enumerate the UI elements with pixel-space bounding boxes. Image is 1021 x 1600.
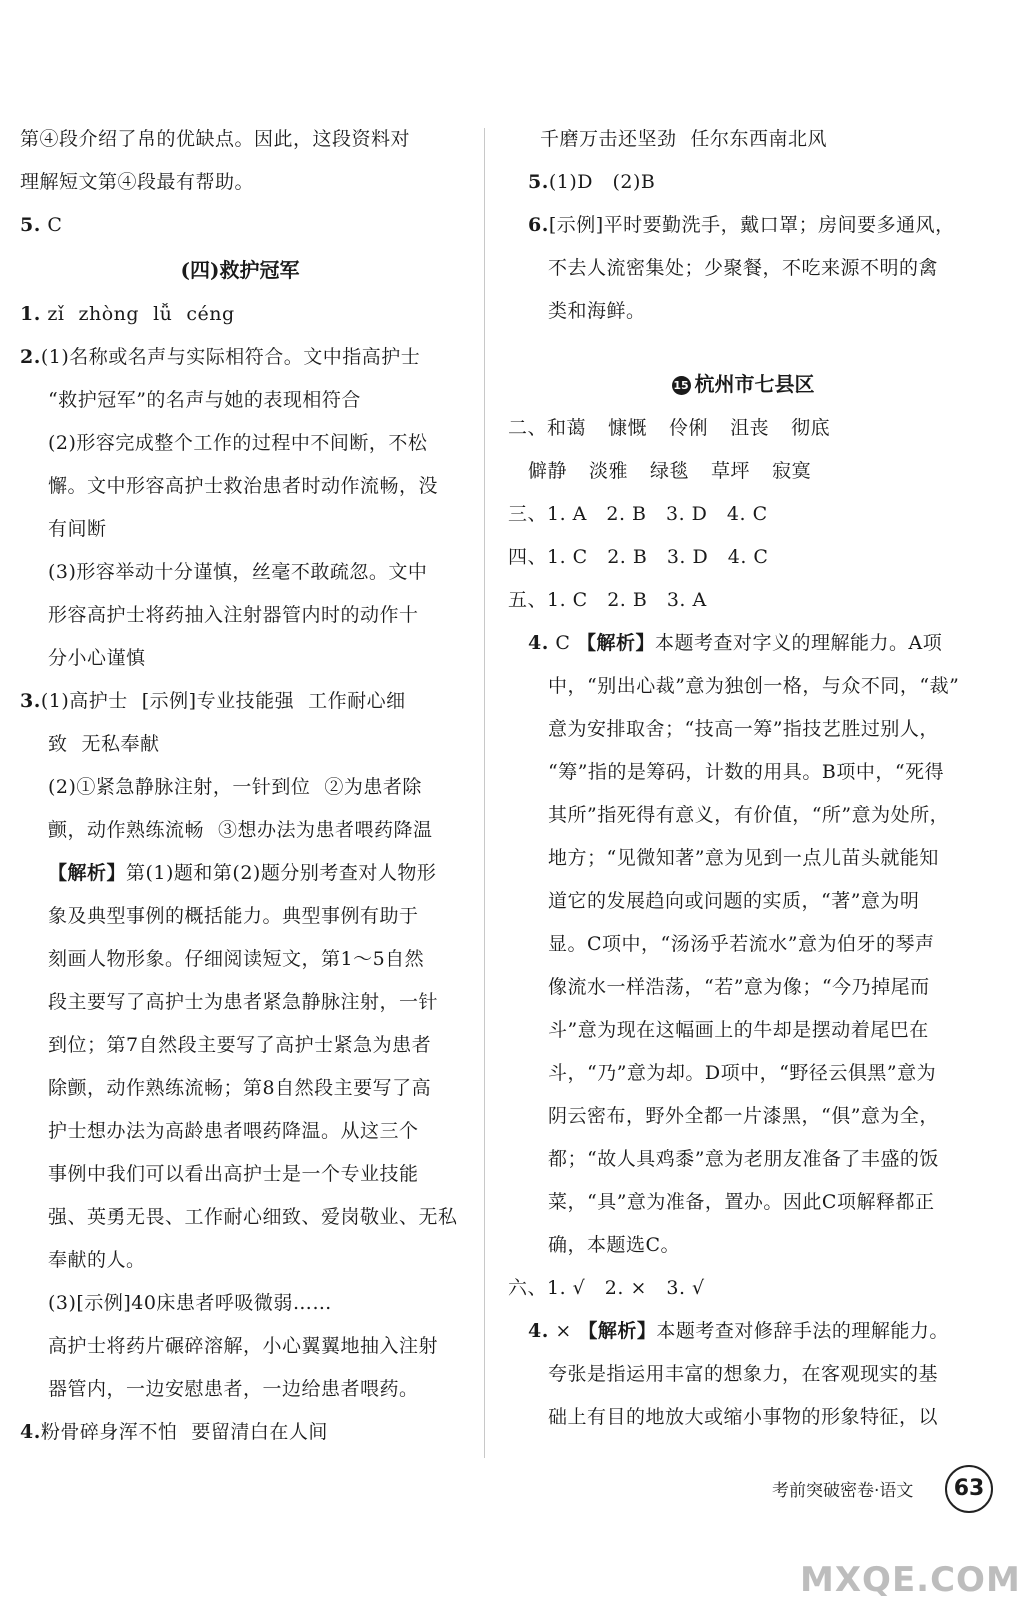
answer-text: 无私奉献 — [81, 733, 160, 755]
pinyin: zhòng — [78, 303, 140, 325]
text-line: 斗”意为现在这幅画上的牛却是摆动着尾巴在 — [548, 1019, 929, 1041]
question-number: 4. — [528, 1320, 549, 1342]
text-line: 懈。文中形容高护士救治患者时动作流畅，没 — [48, 475, 439, 497]
text-line: 护士想办法为高龄患者喂药降温。从这三个 — [48, 1120, 419, 1142]
answer-text: 本题考查对字义的理解能力。A项 — [655, 632, 943, 654]
section-title-text: 杭州市七县区 — [694, 372, 815, 396]
text-line: 除颤，动作熟练流畅；第8自然段主要写了高 — [48, 1077, 432, 1099]
text-line: 菜，“具”意为准备，置办。因此C项解释都正 — [548, 1191, 935, 1213]
part-5: 五、1. C 2. B 3. A — [508, 589, 707, 611]
word-item: 和蔼 — [547, 417, 587, 439]
answer-5 — [20, 204, 460, 247]
analysis-tag: 【解析】 — [578, 1320, 657, 1342]
text-line: 类和海鲜。 — [548, 300, 646, 322]
text-line: 斗，“乃”意为却。D项中，“野径云俱黑”意为 — [548, 1062, 937, 1084]
text-line: 分小心谨慎 — [48, 647, 146, 669]
part-4: 四、1. C 2. B 3. D 4. C — [508, 546, 769, 568]
text-line: 第④段介绍了帛的优缺点。因此，这段资料对 — [20, 128, 411, 150]
word-item: 寂寞 — [772, 460, 812, 482]
answer-3 — [20, 680, 460, 723]
word-list — [508, 450, 978, 493]
answer-text: [示例]平时要勤洗手，戴口罩；房间要多通风， — [548, 214, 955, 236]
question-number: 2. — [20, 346, 41, 368]
text-line: 高护士将药片碾碎溶解，小心翼翼地抽入注射 — [48, 1335, 439, 1357]
answer-2 — [20, 336, 460, 379]
text-line: 夸张是指运用丰富的想象力，在客观现实的基 — [548, 1363, 939, 1385]
answer-text: 致 — [48, 733, 68, 755]
text-line: 事例中我们可以看出高护士是一个专业技能 — [48, 1163, 419, 1185]
answer-text: 任尔东西南北风 — [690, 128, 828, 150]
text-line: 础上有目的地放大或缩小事物的形象特征，以 — [548, 1406, 939, 1428]
part-3: 三、1. A 2. B 3. D 4. C — [508, 503, 768, 525]
part-2 — [508, 407, 978, 450]
analysis-tag: 【解析】 — [576, 632, 655, 654]
left-column — [20, 118, 460, 1454]
text-line: 道它的发展趋向或问题的实质，“著”意为明 — [548, 890, 920, 912]
text-line: (3)[示例]40床患者呼吸微弱…… — [48, 1292, 332, 1314]
text-line: 像流水一样浩荡，“若”意为像；“今乃掉尾而 — [548, 976, 930, 998]
text-line: “筹”指的是筹码，计数的用具。B项中，“死得 — [548, 761, 945, 783]
answer-5 — [508, 161, 978, 204]
word-item: 彻底 — [791, 417, 831, 439]
question-number: 4. — [528, 632, 549, 654]
text-line: “救护冠军”的名声与她的表现相符合 — [48, 389, 361, 411]
question-number: 6. — [528, 214, 549, 236]
text-line: 强、英勇无畏、工作耐心细致、爱岗敬业、无私 — [48, 1206, 458, 1228]
answer-text: ③想办法为患者喂药降温 — [218, 819, 433, 841]
word-item: 草坪 — [711, 460, 751, 482]
part-6-q4 — [508, 1310, 978, 1353]
question-number: 3. — [20, 690, 41, 712]
answer-6 — [508, 204, 978, 247]
word-item: 淡雅 — [589, 460, 629, 482]
text-line: (3)形容举动十分谨慎，丝毫不敢疏忽。文中 — [48, 561, 428, 583]
text-line: 形容高护士将药抽入注射器管内时的动作十 — [48, 604, 419, 626]
text-line — [20, 852, 460, 895]
part-label: 二、 — [508, 417, 548, 439]
answer-text: × — [555, 1320, 572, 1342]
word-item: 绿毯 — [650, 460, 690, 482]
section-title: (四)救护冠军 — [180, 258, 300, 282]
answer-text: 本题考查对修辞手法的理解能力。 — [656, 1320, 949, 1342]
text-line — [20, 809, 460, 852]
answer-text: 要留清白在人间 — [191, 1421, 328, 1443]
answer-text: [示例]专业技能强 — [141, 690, 295, 712]
answer-text: ②为患者除 — [324, 776, 422, 798]
text-line — [20, 766, 460, 809]
word-item: 沮丧 — [730, 417, 770, 439]
pinyin: zǐ — [47, 303, 65, 325]
answer-1 — [20, 293, 460, 336]
text-line: 中，“别出心裁”意为独创一格，与众不同，“裁” — [548, 675, 960, 697]
text-line: 有间断 — [48, 518, 107, 540]
question-number: 1. — [20, 303, 41, 325]
text-line: (1)名称或名声与实际相符合。文中指高护士 — [40, 346, 421, 368]
text-line: 刻画人物形象。仔细阅读短文，第1～5自然 — [48, 948, 425, 970]
question-number: 5. — [20, 214, 41, 236]
text-line: 其所”指死得有意义，有价值，“所”意为处所， — [548, 804, 950, 826]
text-line: 不去人流密集处；少聚餐，不吃来源不明的禽 — [548, 257, 939, 279]
word-item: 僻静 — [528, 460, 568, 482]
text-line: 到位；第7自然段主要写了高护士紧急为患者 — [48, 1034, 432, 1056]
answer-text: 工作耐心细 — [308, 690, 406, 712]
section-number-badge: 15 — [672, 376, 691, 395]
text-line: 阴云密布，野外全都一片漆黑，“俱”意为全， — [548, 1105, 939, 1127]
answer-text: (2)①紧急静脉注射，一针到位 — [48, 776, 311, 798]
right-column — [508, 118, 978, 1439]
text-line: 理解短文第④段最有帮助。 — [20, 171, 255, 193]
answer-text: C — [47, 214, 63, 236]
answer-text: (1)D (2)B — [548, 171, 656, 193]
answer-text: C — [555, 632, 571, 654]
text-line — [20, 723, 460, 766]
text-line: 确，本题选C。 — [548, 1234, 681, 1256]
text-line: (2)形容完成整个工作的过程中不间断，不松 — [48, 432, 428, 454]
text-line: 意为安排取舍；“技高一筹”指技艺胜过别人， — [548, 718, 939, 740]
question-number: 5. — [528, 171, 549, 193]
answer-text: 颤，动作熟练流畅 — [48, 819, 205, 841]
part-5-q4 — [508, 622, 978, 665]
word-item: 伶俐 — [669, 417, 709, 439]
text-line: 段主要写了高护士为患者紧急静脉注射，一针 — [48, 991, 439, 1013]
answer-4 — [20, 1411, 460, 1454]
part-6: 六、1. √ 2. × 3. √ — [508, 1277, 705, 1299]
book-title: 考前突破密卷·语文 — [772, 1481, 914, 1501]
text-line: 都；“故人具鸡黍”意为老朋友准备了丰盛的饭 — [548, 1148, 939, 1170]
word-item: 慷慨 — [608, 417, 648, 439]
text-line — [508, 118, 978, 161]
page-number: 63 — [945, 1465, 993, 1513]
watermark: MXQE.COM — [800, 1560, 1021, 1600]
answer-text: 千磨万击还坚劲 — [540, 128, 677, 150]
analysis-tag: 【解析】 — [48, 862, 127, 884]
answer-text: 粉骨碎身浑不怕 — [40, 1421, 178, 1443]
word-list — [547, 417, 852, 439]
pinyin: céng — [186, 303, 235, 325]
pinyin: lǚ — [153, 303, 173, 325]
question-number: 4. — [20, 1421, 41, 1443]
text-line: 象及典型事例的概括能力。典型事例有助于 — [48, 905, 419, 927]
text-line: 显。C项中，“汤汤乎若流水”意为伯牙的琴声 — [548, 933, 935, 955]
text-line: 器管内，一边安慰患者，一边给患者喂药。 — [48, 1378, 419, 1400]
text-line: 奉献的人。 — [48, 1249, 146, 1271]
column-divider — [484, 128, 485, 1458]
section-title — [508, 361, 978, 407]
text-line: 地方；“见微知著”意为见到一点儿苗头就能知 — [548, 847, 939, 869]
answer-text: (1)高护士 — [40, 690, 128, 712]
answer-text: 第(1)题和第(2)题分别考查对人物形 — [126, 862, 437, 884]
